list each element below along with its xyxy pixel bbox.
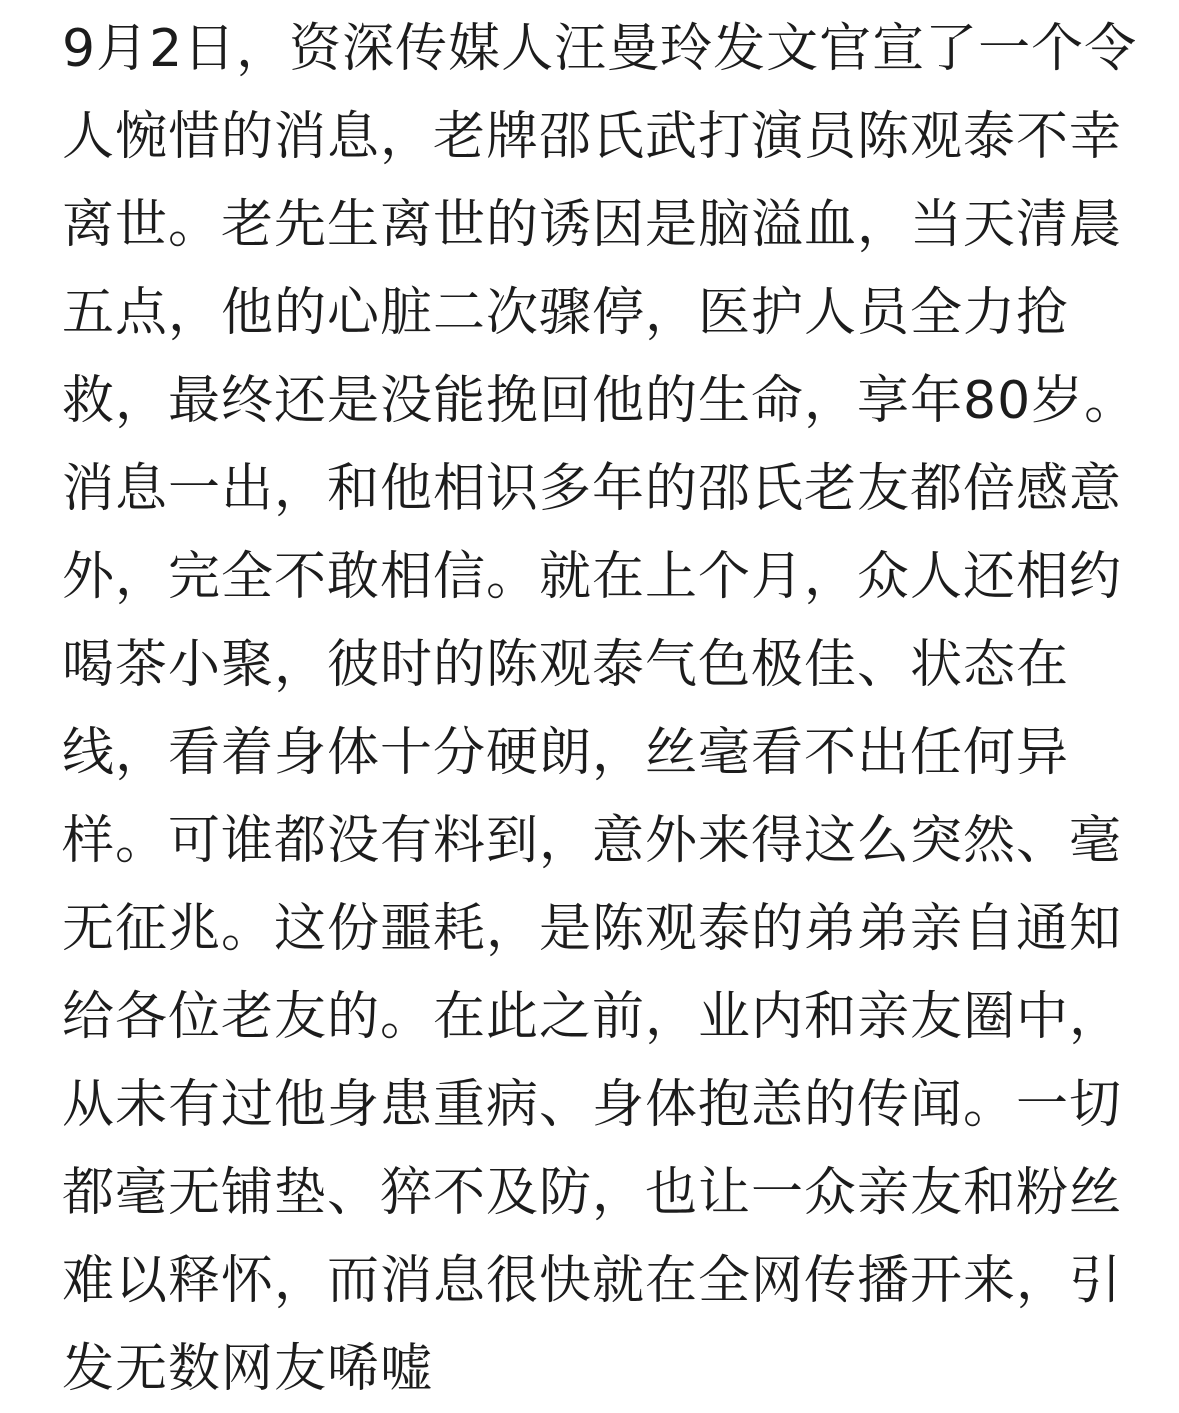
article-line-16: 发无数网友唏嘘 — [62, 1339, 434, 1399]
article-line-9: 线，看着身体十分硬朗，丝毫看不出任何异 — [62, 723, 1070, 783]
article-line-10: 样。可谁都没有料到，意外来得这么突然、毫 — [62, 811, 1123, 871]
article-line-5: 救，最终还是没能挽回他的生命，享年80岁。 — [62, 371, 1138, 431]
article-line-7: 外，完全不敢相信。就在上个月，众人还相约 — [62, 547, 1123, 607]
article-line-8: 喝茶小聚，彼时的陈观泰气色极佳、状态在 — [62, 635, 1070, 695]
article-line-15: 难以释怀，而消息很快就在全网传播开来，引 — [62, 1251, 1123, 1311]
article-line-11: 无征兆。这份噩耗，是陈观泰的弟弟亲自通知 — [62, 899, 1123, 959]
article-body — [62, 5, 1138, 1413]
article-line-12: 给各位老友的。在此之前，业内和亲友圈中， — [62, 987, 1123, 1047]
article-line-2: 人惋惜的消息，老牌邵氏武打演员陈观泰不幸 — [62, 107, 1123, 167]
article-line-14: 都毫无铺垫、猝不及防，也让一众亲友和粉丝 — [62, 1163, 1123, 1223]
article-line-3: 离世。老先生离世的诱因是脑溢血，当天清晨 — [62, 195, 1123, 255]
article-line-4: 五点，他的心脏二次骤停，医护人员全力抢 — [62, 283, 1070, 343]
article-line-6: 消息一出，和他相识多年的邵氏老友都倍感意 — [62, 459, 1123, 519]
article-line-13: 从未有过他身患重病、身体抱恙的传闻。一切 — [62, 1075, 1123, 1135]
article-line-1: 9月2日，资深传媒人汪曼玲发文官宣了一个令 — [62, 19, 1138, 79]
